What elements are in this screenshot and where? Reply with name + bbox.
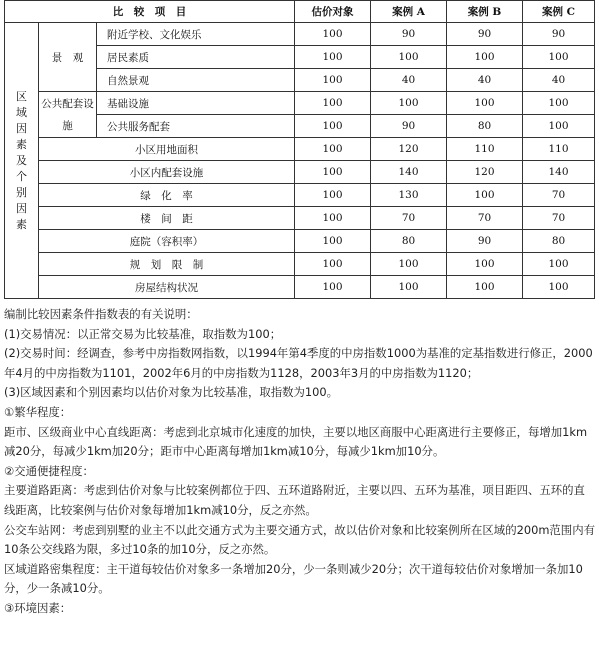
group-landscape: 景 观 [39,23,97,92]
cell-case-b: 90 [447,23,523,46]
table-row [5,138,595,161]
cell-case-a: 90 [371,23,447,46]
note-heading: ②交通便捷程度： [4,463,94,478]
cell-case-c: 100 [523,276,595,299]
row-label: 绿 化 率 [39,184,295,207]
note-paragraph: 公交车站网：考虑到别墅的业主不以此交通方式为主要交通方式，故以估价对象和比较案例所在区域的200m范围内有10条公交线路为限，多过10条的加10分，反之亦然。 [4,522,595,557]
note-paragraph: (2)交易时间：经调查，参考中房指数网指数，以1994年第4季度的中房指数1000为基准的定基指数进行修正，2000年4月的中房指数为1101，2002年6月的中房指数为1128，2003年3月的中房指数为1120； [4,346,593,380]
row-label: 自然景观 [97,69,295,92]
table-row [5,92,595,115]
header-case-c: 案例 C [523,1,595,23]
note-heading: ①繁华程度： [4,404,72,419]
cell-subject: 100 [295,161,371,184]
category-cell [5,23,39,299]
cell-case-c: 100 [523,253,595,276]
cell-case-c: 100 [523,115,595,138]
header-subject: 估价对象 [295,1,371,23]
cell-case-a: 100 [371,253,447,276]
cell-case-b: 90 [447,230,523,253]
cell-case-c: 140 [523,161,595,184]
row-label: 公共服务配套 [97,115,295,138]
cell-case-a: 40 [371,69,447,92]
row-label: 基础设施 [97,92,295,115]
cell-case-b: 100 [447,46,523,69]
notes-section [4,305,596,619]
cell-case-a: 80 [371,230,447,253]
cell-case-c: 70 [523,207,595,230]
cell-case-b: 80 [447,115,523,138]
note-paragraph: 距市、区级商业中心直线距离：考虑到北京城市化速度的加快，主要以地区商服中心距离进行主要修正，每增加1km减20分，每减少1km加20分；距市中心距离每增加1km减10分，每减少1km加10分。 [4,424,588,459]
header-case-b: 案例 B [447,1,523,23]
cell-case-b: 100 [447,253,523,276]
cell-case-b: 110 [447,138,523,161]
cell-case-a: 70 [371,207,447,230]
cell-subject: 100 [295,253,371,276]
notes-title: 编制比较因素条件指数表的有关说明： [4,307,198,321]
cell-subject: 100 [295,138,371,161]
cell-case-a: 120 [371,138,447,161]
note-paragraph: (3)区域因素和个别因素均以估价对象为比较基准，取指数为100。 [4,385,339,400]
cell-case-b: 100 [447,92,523,115]
cell-subject: 100 [295,115,371,138]
row-label: 庭院（容积率） [39,230,295,253]
row-label: 规 划 限 制 [39,253,295,276]
cell-case-a: 100 [371,92,447,115]
note-paragraph: 区域道路密集程度：主干道每较估价对象多一条增加20分，少一条则减少20分；次干道每较估价对象增加一条加10分，少一条减10分。 [4,561,583,596]
table-row [5,253,595,276]
header-case-a: 案例 A [371,1,447,23]
cell-case-a: 90 [371,115,447,138]
cell-case-c: 40 [523,69,595,92]
table-row [5,23,595,46]
table-header-row [5,1,595,23]
note-paragraph: 主要道路距离：考虑到估价对象与比较案例都位于四、五环道路附近，主要以四、五环为基准，项目距四、五环的直线距离，比较案例与估价对象每增加1km减10分，反之亦然。 [4,483,585,517]
cell-case-b: 120 [447,161,523,184]
group-public-facilities: 公共配套设 施 [39,92,97,138]
cell-case-c: 70 [523,184,595,207]
cell-case-a: 140 [371,161,447,184]
note-paragraph: (1)交易情况：以正常交易为比较基准，取指数为100； [4,326,282,341]
row-label: 小区用地面积 [39,138,295,161]
cell-case-c: 110 [523,138,595,161]
row-label: 小区内配套设施 [39,161,295,184]
cell-case-c: 80 [523,230,595,253]
cell-subject: 100 [295,184,371,207]
table-row [5,184,595,207]
note-heading: ③环境因素： [4,600,72,615]
category-label: 区 域 因 素 及 个 别 因 素 [16,89,27,231]
cell-case-b: 40 [447,69,523,92]
cell-case-c: 100 [523,46,595,69]
table-row [5,230,595,253]
cell-case-b: 70 [447,207,523,230]
row-label: 居民素质 [97,46,295,69]
cell-case-c: 100 [523,92,595,115]
table-row [5,276,595,299]
row-label: 楼 间 距 [39,207,295,230]
cell-case-a: 130 [371,184,447,207]
cell-subject: 100 [295,276,371,299]
row-label: 附近学校、文化娱乐 [97,23,295,46]
cell-case-b: 100 [447,276,523,299]
table-row [5,207,595,230]
header-item: 比 较 项 目 [5,1,295,23]
cell-subject: 100 [295,69,371,92]
cell-case-c: 90 [523,23,595,46]
cell-case-a: 100 [371,276,447,299]
cell-subject: 100 [295,207,371,230]
cell-subject: 100 [295,230,371,253]
cell-subject: 100 [295,23,371,46]
row-label: 房屋结构状况 [39,276,295,299]
cell-case-b: 100 [447,184,523,207]
cell-subject: 100 [295,46,371,69]
cell-subject: 100 [295,92,371,115]
cell-case-a: 100 [371,46,447,69]
comparison-table [4,0,595,299]
table-row [5,161,595,184]
